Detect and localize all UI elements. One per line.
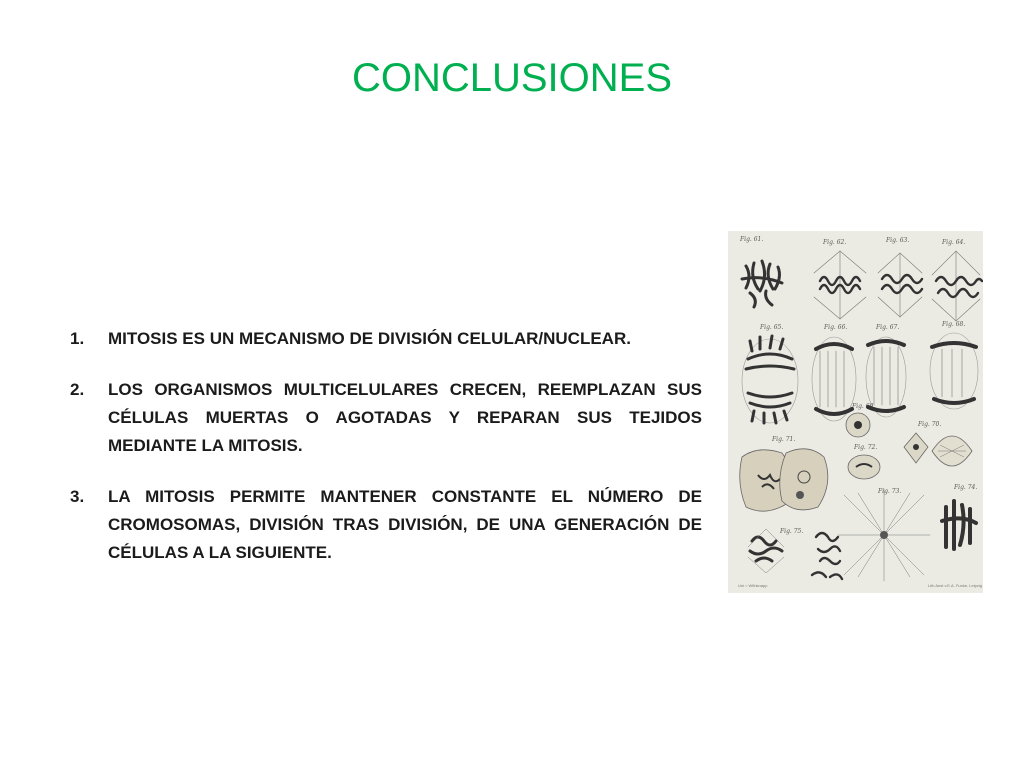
fig-label: Fig. 73. — [878, 488, 902, 495]
fig-label: Fig. 62. — [823, 239, 847, 246]
fig-label: Fig. 67. — [876, 324, 900, 331]
fig-label: Fig. 69. — [852, 403, 876, 410]
fig-label: Fig. 65. — [760, 324, 784, 331]
conclusion-item-3 — [70, 483, 702, 567]
svg-text:Lith Anst v.E.A. Funke, Leipzi: Lith Anst v.E.A. Funke, Leipzig — [928, 583, 982, 588]
conclusion-number: 3. — [70, 487, 85, 506]
mitosis-plate-image — [728, 231, 983, 593]
mitosis-illustration — [728, 231, 983, 593]
conclusion-item-1 — [70, 325, 702, 353]
fig-label: Fig. 71. — [772, 436, 796, 443]
fig-label: Fig. 72. — [854, 444, 878, 451]
fig-label: Fig. 75. — [780, 528, 804, 535]
slide-title: CONCLUSIONES — [351, 56, 673, 100]
fig-label: Fig. 66. — [824, 324, 848, 331]
conclusion-number: 2. — [70, 380, 85, 399]
conclusions-list — [70, 325, 702, 567]
fig-label: Fig. 68. — [942, 321, 966, 328]
conclusion-text: LA MITOSIS PERMITE MANTENER CONSTANTE EL NÚMERO DE CROMOSOMAS, DIVISIÓN TRAS DIVISIÓN, DE UNA GENERACIÓN DE CÉLULAS A LA SIGUIENTE. — [108, 487, 702, 562]
fig-label: Fig. 74. — [954, 484, 978, 491]
conclusion-number: 1. — [70, 329, 85, 348]
conclusion-item-2 — [70, 376, 702, 460]
conclusion-text: MITOSIS ES UN MECANISMO DE DIVISIÓN CELULAR/NUCLEAR. — [108, 329, 631, 348]
fig-label: Fig. 63. — [886, 237, 910, 244]
fig-label: Fig. 61. — [740, 236, 764, 243]
conclusion-text: LOS ORGANISMOS MULTICELULARES CRECEN, REEMPLAZAN SUS CÉLULAS MUERTAS O AGOTADAS Y REPARAN SUS TEJIDOS MEDIANTE LA MITOSIS. — [108, 380, 702, 455]
fig-label: Fig. 70. — [918, 421, 942, 428]
fig-label: Fig. 64. — [942, 239, 966, 246]
svg-text:Uni = Withknapp: Uni = Withknapp — [738, 583, 768, 588]
